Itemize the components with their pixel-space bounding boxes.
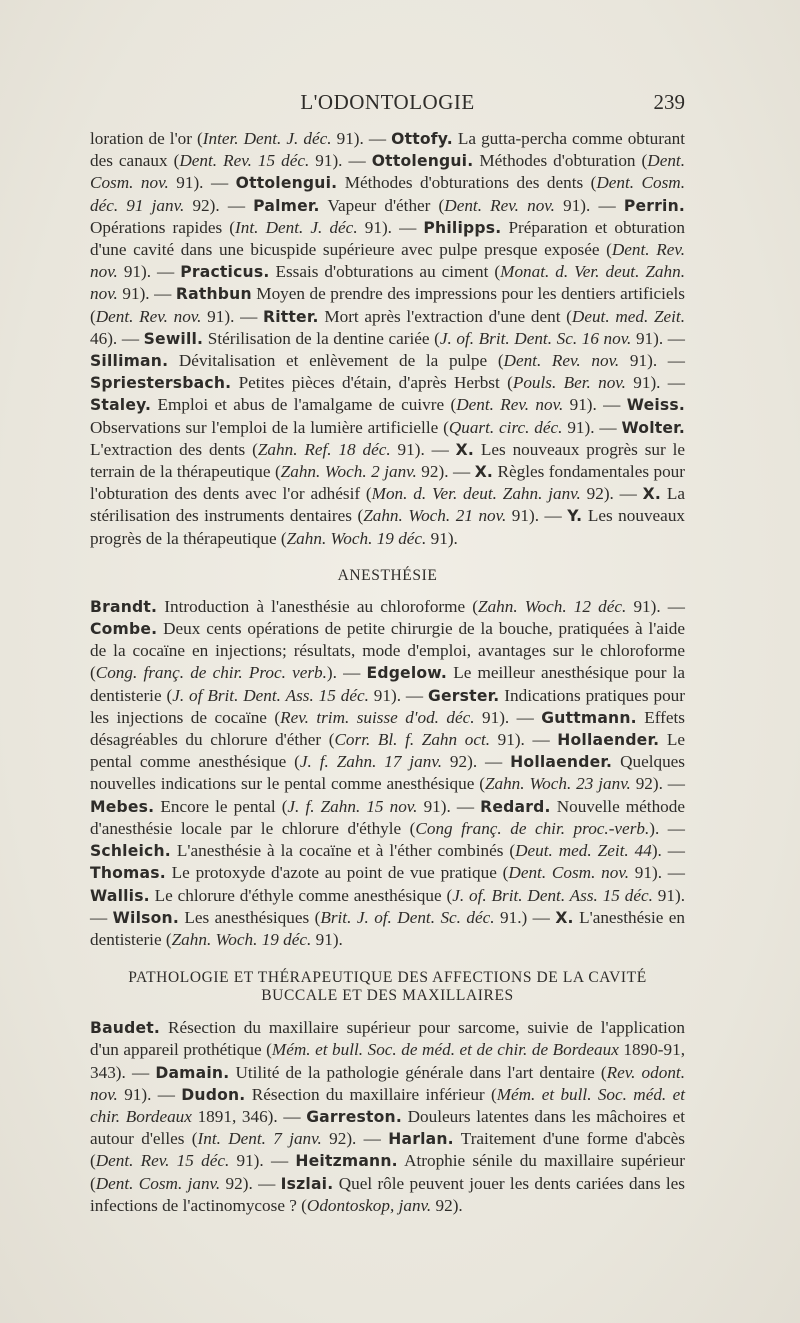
citation: Zahn. Ref. 18 déc. bbox=[257, 439, 391, 459]
citation: Deut. med. Zeit. 44 bbox=[515, 841, 652, 861]
text-run: Les nouveaux progrès sur le terrain de la thérapeutique ( bbox=[90, 439, 685, 482]
text-run: 92). — bbox=[630, 774, 685, 794]
paragraph-anesthesie bbox=[90, 596, 685, 951]
text-run: 46). — bbox=[90, 328, 144, 348]
citation: Pouls. Ber. nov. bbox=[512, 373, 626, 393]
text-run: L'anesthésie à la cocaïne et à l'éther combinés ( bbox=[170, 841, 516, 861]
citation: Zahn. Woch. 19 déc. bbox=[286, 528, 427, 548]
text-run: Nouvelle méthode d'anesthésie locale par le chlorure d'éthyle ( bbox=[90, 796, 685, 838]
author-name: Ottofy. bbox=[391, 130, 453, 148]
citation: Cong. franç. de chir. Proc. verb. bbox=[95, 663, 327, 683]
text-run: 91). — bbox=[117, 262, 181, 282]
citation: Dent. Cosm. nov. bbox=[90, 151, 685, 193]
citation: Rev. trim. suisse d'od. déc. bbox=[280, 707, 475, 727]
citation: Dent. Rev. nov. bbox=[456, 395, 564, 415]
citation: Zahn. Woch. 19 déc. bbox=[171, 929, 312, 949]
text-run: 92). — bbox=[416, 462, 475, 482]
citation: Corr. Bl. f. Zahn oct. bbox=[334, 730, 491, 750]
section-title-pathologie-line-1: PATHOLOGIE ET THÉRAPEUTIQUE DES AFFECTIONS DE LA CAVITÉ bbox=[128, 969, 647, 987]
author-name: Philipps. bbox=[423, 218, 502, 237]
text-run: 1890-91, 343). — bbox=[90, 1040, 685, 1082]
author-name: Palmer. bbox=[253, 196, 320, 215]
text-run: 91). — bbox=[309, 151, 372, 171]
author-name: Weiss. bbox=[626, 396, 685, 415]
text-run: 91). — bbox=[117, 284, 176, 304]
author-name: Spriestersbach. bbox=[90, 374, 232, 393]
text-run: La gutta-percha comme obturant des canaux ( bbox=[90, 129, 685, 171]
text-run: 91.) — bbox=[494, 907, 556, 927]
author-name: Gerster. bbox=[428, 686, 500, 705]
author-name: Combe. bbox=[90, 620, 158, 639]
citation: Dent. Rev. nov. bbox=[95, 306, 202, 326]
citation: Mém. et bull. Soc. méd. et chir. Bordeaux bbox=[90, 1084, 685, 1126]
text-run: 92). — bbox=[580, 484, 643, 504]
author-name: Baudet. bbox=[90, 1019, 161, 1038]
text-run: Règles fondamentales pour l'obturation des dents avec l'or adhésif ( bbox=[90, 462, 686, 504]
author-name: Garreston. bbox=[306, 1107, 402, 1126]
text-run: Moyen de prendre des impressions pour les dentiers artificiels ( bbox=[90, 284, 685, 326]
text-run: 91). — bbox=[331, 129, 392, 148]
text-run: ). — bbox=[651, 841, 685, 861]
author-name: Heitzmann. bbox=[295, 1152, 398, 1171]
citation: Mon. d. Ver. deut. Zahn. janv. bbox=[371, 484, 581, 504]
text-run: Introduction à l'anesthésie au chloroforme ( bbox=[157, 596, 479, 616]
section-title-pathologie-line-2: BUCCALE ET DES MAXILLAIRES bbox=[261, 987, 514, 1005]
page-header bbox=[90, 90, 685, 118]
text-run: 92). — bbox=[184, 195, 254, 215]
text-run: 91). — bbox=[563, 395, 627, 415]
author-name: X. bbox=[474, 463, 494, 482]
author-name: Iszlai. bbox=[280, 1174, 334, 1193]
text-run: Quelques nouvelles indications sur le pental comme anesthésique ( bbox=[90, 752, 685, 794]
text-run: ). — bbox=[649, 818, 685, 838]
author-name: Wolter. bbox=[621, 418, 685, 437]
text-run: 91). — bbox=[474, 707, 542, 727]
author-name: Ottolengui. bbox=[235, 174, 338, 193]
citation: Brit. J. of. Dent. Sc. déc. bbox=[320, 907, 495, 927]
author-name: Harlan. bbox=[388, 1130, 454, 1149]
text-run: Douleurs latentes dans les mâchoires et autour d'elles ( bbox=[90, 1106, 685, 1149]
paragraph-pathologie bbox=[90, 1017, 685, 1217]
text-run: 91). — bbox=[390, 439, 456, 459]
text-run: Indications pratiques pour les injections de cocaïne ( bbox=[90, 685, 685, 727]
page-number: 239 bbox=[653, 90, 685, 114]
text-run: Résection du maxillaire inférieur ( bbox=[245, 1084, 497, 1104]
citation: Zahn. Woch. 23 janv. bbox=[484, 774, 631, 794]
author-name: Ottolengui. bbox=[371, 152, 474, 171]
author-name: Practicus. bbox=[180, 263, 270, 282]
text-run: Le chlorure d'éthyle comme anesthésique ( bbox=[149, 885, 453, 905]
text-run: Le meilleur anesthésique pour la dentisterie ( bbox=[90, 663, 686, 705]
text-run: Effets désagréables du chlorure d'éther ( bbox=[90, 707, 685, 750]
text-run: Vapeur d'éther ( bbox=[319, 195, 445, 215]
citation: Dent. Cosm. janv. bbox=[95, 1173, 221, 1193]
citation: Cong franç. de chir. proc.-verb. bbox=[415, 818, 650, 838]
text-run: 91). — bbox=[168, 173, 236, 193]
page-content bbox=[90, 128, 685, 1217]
author-name: Mebes. bbox=[90, 797, 155, 816]
author-name: Ritter. bbox=[262, 307, 319, 326]
text-run: Les anesthésiques ( bbox=[178, 907, 321, 927]
text-run: Petites pièces d'étain, d'après Herbst ( bbox=[231, 373, 513, 393]
citation: J. f. Zahn. 15 nov. bbox=[287, 796, 418, 816]
text-run: 91). — bbox=[368, 685, 429, 705]
text-run: 92). — bbox=[442, 752, 511, 772]
author-name: Wallis. bbox=[90, 886, 150, 905]
text-run: L'anesthésie en dentisterie ( bbox=[90, 907, 686, 949]
text-run: 91). — bbox=[554, 195, 624, 215]
text-run: Résection du maxillaire supérieur pour sarcome, suivie de l'application d'un appareil prothétique ( bbox=[90, 1018, 685, 1060]
author-name: Y. bbox=[567, 507, 583, 526]
text-run: Utilité de la pathologie générale dans l'art dentaire ( bbox=[229, 1062, 607, 1082]
author-name: Staley. bbox=[90, 396, 152, 415]
text-run: 91). bbox=[426, 528, 458, 548]
text-run: 91). — bbox=[626, 596, 685, 616]
author-name: Wilson. bbox=[112, 908, 179, 927]
author-name: X. bbox=[455, 440, 475, 459]
text-run: Dévitalisation et enlèvement de la pulpe ( bbox=[168, 351, 504, 371]
text-run: 92). — bbox=[321, 1129, 389, 1149]
text-run: Observations sur l'emploi de la lumière artificielle ( bbox=[90, 417, 449, 437]
text-run: Encore le pental ( bbox=[154, 796, 288, 816]
text-run: 91). — bbox=[117, 1084, 182, 1104]
text-run: 91). — bbox=[357, 217, 424, 237]
citation: Int. Dent. J. déc. bbox=[235, 217, 358, 237]
text-run: Essais d'obturations au ciment ( bbox=[269, 262, 501, 282]
citation: Dent. Cosm. nov. bbox=[508, 863, 629, 883]
citation: Zahn. Woch. 12 déc. bbox=[478, 596, 627, 616]
text-run: Deux cents opérations de petite chirurgie de la bouche, pratiquées à l'aide de la cocaïne en injections; résultats, mode d'emploi, avantages sur le chloroforme ( bbox=[90, 619, 685, 683]
citation: Dent. Rev. 15 déc. bbox=[95, 1151, 230, 1171]
author-name: Sewill. bbox=[143, 329, 204, 348]
text-run: ). — bbox=[326, 663, 367, 683]
citation: J. of. Brit. Dent. Sc. 16 nov. bbox=[439, 328, 632, 348]
citation: J. f. Zahn. 17 janv. bbox=[299, 752, 443, 772]
author-name: Redard. bbox=[480, 797, 551, 816]
citation: Monat. d. Ver. deut. Zahn. nov. bbox=[90, 262, 685, 304]
text-run: 1891, 346). — bbox=[191, 1106, 307, 1126]
text-run: Mort après l'extraction d'une dent ( bbox=[318, 306, 572, 326]
author-name: X. bbox=[642, 485, 662, 504]
citation: J. of. Brit. Dent. Ass. 15 déc. bbox=[452, 885, 653, 905]
text-run: loration de l'or ( bbox=[90, 129, 203, 148]
citation: Zahn. Woch. 21 nov. bbox=[363, 506, 507, 526]
citation: J. of Brit. Dent. Ass. 15 déc. bbox=[172, 685, 369, 705]
citation: Deut. med. Zeit. bbox=[571, 306, 685, 326]
author-name: Guttmann. bbox=[541, 708, 637, 727]
citation: Dent. Rev. nov. bbox=[444, 195, 555, 215]
text-run: 91). — bbox=[229, 1151, 296, 1171]
author-name: Brandt. bbox=[90, 597, 158, 616]
text-run: 91). — bbox=[417, 796, 481, 816]
text-run: Méthodes d'obturation ( bbox=[473, 151, 648, 171]
text-run: 91). bbox=[311, 929, 343, 949]
running-title: L'ODONTOLOGIE bbox=[300, 90, 475, 114]
citation: Dent. Rev. 15 déc. bbox=[179, 151, 310, 171]
text-run: L'extraction des dents ( bbox=[90, 439, 258, 459]
text-run: Préparation et obturation d'une cavité dans une bicuspide supérieure avec pulpe presque exposée ( bbox=[90, 217, 685, 260]
citation: Quart. circ. déc. bbox=[448, 417, 563, 437]
text-run: 91). — bbox=[490, 730, 558, 750]
text-run: 91). — bbox=[90, 885, 685, 927]
text-run: La stérilisation des instruments dentaires ( bbox=[90, 484, 685, 526]
text-run: 92). bbox=[431, 1195, 463, 1215]
text-run: 91). — bbox=[631, 328, 685, 348]
author-name: Edgelow. bbox=[366, 664, 448, 683]
author-name: X. bbox=[555, 908, 574, 927]
author-name: Thomas. bbox=[90, 864, 166, 883]
text-run: Stérilisation de la dentine cariée ( bbox=[203, 328, 440, 348]
text-run: Le pental comme anesthésique ( bbox=[90, 730, 685, 772]
text-run: Atrophie sénile du maxillaire supérieur ( bbox=[90, 1151, 685, 1193]
author-name: Dudon. bbox=[181, 1085, 246, 1104]
citation: Odontoskop, janv. bbox=[306, 1195, 432, 1215]
author-name: Hollaender. bbox=[510, 753, 613, 772]
text-run: Méthodes d'obturations des dents ( bbox=[337, 173, 597, 193]
author-name: Perrin. bbox=[623, 196, 685, 215]
text-run: Quel rôle peuvent jouer les dents cariées dans les infections de l'actinomycose ? ( bbox=[90, 1173, 685, 1215]
text-run: Opérations rapides ( bbox=[90, 217, 236, 237]
citation: Rev. odont. nov. bbox=[90, 1062, 685, 1104]
text-run: Emploi et abus de l'amalgame de cuivre ( bbox=[151, 395, 457, 415]
citation: Int. Dent. 7 janv. bbox=[197, 1129, 322, 1149]
citation: Mém. et bull. Soc. de méd. et de chir. de Bordeaux bbox=[271, 1040, 619, 1060]
author-name: Schleich. bbox=[90, 842, 171, 861]
citation: Dent. Cosm. déc. 91 janv. bbox=[90, 173, 685, 215]
text-run: 91). — bbox=[619, 351, 685, 371]
author-name: Damain. bbox=[155, 1063, 230, 1082]
text-run: 91). — bbox=[629, 863, 685, 883]
text-run: 91). — bbox=[562, 417, 622, 437]
author-name: Silliman. bbox=[90, 352, 169, 371]
citation: Inter. Dent. J. déc. bbox=[202, 129, 332, 148]
text-run: Les nouveaux progrès de la thérapeutique ( bbox=[90, 506, 686, 548]
text-run: 92). — bbox=[220, 1173, 281, 1193]
section-title-pathologie bbox=[90, 969, 685, 1005]
text-run: 91). — bbox=[625, 373, 685, 393]
text-run: 91). — bbox=[201, 306, 263, 326]
citation: Dent. Rev. nov. bbox=[503, 351, 620, 371]
section-title-anesthesie: ANESTHÉSIE bbox=[337, 566, 438, 584]
author-name: Rathbun bbox=[175, 285, 252, 304]
text-run: Traitement d'une forme d'abcès ( bbox=[90, 1129, 685, 1171]
text-run: Le protoxyde d'azote au point de vue pratique ( bbox=[165, 863, 509, 883]
author-name: Hollaender. bbox=[557, 731, 660, 750]
citation: Zahn. Woch. 2 janv. bbox=[280, 462, 417, 482]
citation: Dent. Rev. nov. bbox=[90, 240, 685, 282]
text-run: 91). — bbox=[506, 506, 568, 526]
paragraph-obturation bbox=[90, 128, 685, 550]
